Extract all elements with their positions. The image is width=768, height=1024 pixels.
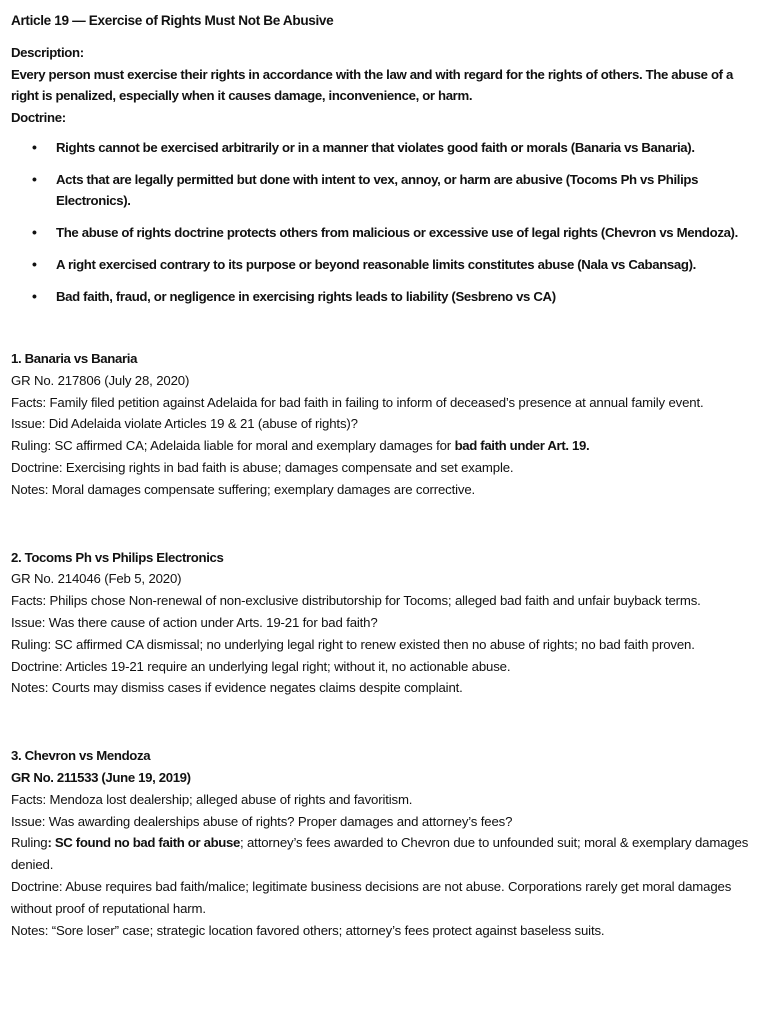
case-gr-number: GR No. 211533 (June 19, 2019) <box>11 769 191 785</box>
case-ruling-emphasis: bad faith under Art. 19. <box>454 438 590 454</box>
case-notes: Notes: “Sore loser” case; strategic location favored others; attorney’s fees protect against baseless suits. <box>11 922 605 938</box>
case-heading: 1. Banaria vs Banaria <box>11 350 138 366</box>
doctrine-item: • A right exercised contrary to its purpose or beyond reasonable limits constitutes abuse (Nala vs Cabansag). <box>56 254 761 276</box>
case-ruling <box>11 832 761 876</box>
case-ruling-text: Ruling <box>11 835 48 851</box>
case-issue: Issue: Was there cause of action under Arts. 19-21 for bad faith? <box>11 614 378 630</box>
case-gr-number: GR No. 214046 (Feb 5, 2020) <box>11 571 182 587</box>
case-ruling-rest: ; attorney’s fees awarded to Chevron due to unfounded suit; moral & exemplary damages denied. <box>11 835 749 873</box>
case-doctrine: Doctrine: Abuse requires bad faith/malice; legitimate business decisions are not abuse. Corporations rarely get moral damages without proof of reputational harm. <box>11 878 732 916</box>
doctrine-list <box>11 137 761 308</box>
case-issue: Issue: Did Adelaida violate Articles 19 & 21 (abuse of rights)? <box>11 416 358 432</box>
case-issue: Issue: Was awarding dealerships abuse of rights? Proper damages and attorney’s fees? <box>11 813 513 829</box>
case-banaria <box>11 348 761 501</box>
case-notes: Notes: Courts may dismiss cases if evidence negates claims despite complaint. <box>11 680 463 696</box>
case-facts: Facts: Family filed petition against Adelaida for bad faith in failing to inform of deceased’s presence at annual family event. <box>11 394 704 410</box>
doctrine-item: • Bad faith, fraud, or negligence in exercising rights leads to liability (Sesbreno vs CA) <box>56 286 761 308</box>
case-facts: Facts: Philips chose Non-renewal of non-exclusive distributorship for Tocoms; alleged bad faith and unfair buyback terms. <box>11 593 701 609</box>
description-text: Every person must exercise their rights in accordance with the law and with regard for the rights of others. The abuse of a right is penalized, especially when it causes damage, inconvenience, or harm. <box>11 66 734 104</box>
case-ruling-text: Ruling: SC affirmed CA; Adelaida liable for moral and exemplary damages for <box>11 438 455 454</box>
document-page <box>11 10 761 941</box>
doctrine-item: • Acts that are legally permitted but done with intent to vex, annoy, or harm are abusive (Tocoms Ph vs Philips Electronics). <box>56 169 761 212</box>
case-notes: Notes: Moral damages compensate suffering; exemplary damages are corrective. <box>11 481 476 497</box>
case-facts: Facts: Mendoza lost dealership; alleged abuse of rights and favoritism. <box>11 791 413 807</box>
case-ruling <box>11 435 761 457</box>
case-chevron <box>11 745 761 941</box>
case-doctrine: Doctrine: Articles 19-21 require an underlying legal right; without it, no actionable abuse. <box>11 658 511 674</box>
doctrine-item: • Rights cannot be exercised arbitrarily or in a manner that violates good faith or morals (Banaria vs Banaria). <box>56 137 761 159</box>
case-heading: 2. Tocoms Ph vs Philips Electronics <box>11 549 224 565</box>
case-heading: 3. Chevron vs Mendoza <box>11 748 151 764</box>
doctrine-label: Doctrine: <box>11 110 66 126</box>
case-ruling-emphasis: : SC found no bad faith or abuse <box>47 835 240 851</box>
doctrine-item: • The abuse of rights doctrine protects others from malicious or excessive use of legal rights (Chevron vs Mendoza). <box>56 222 761 244</box>
case-tocoms <box>11 547 761 700</box>
article-title: Article 19 — Exercise of Rights Must Not Be Abusive <box>11 13 334 28</box>
case-ruling: Ruling: SC affirmed CA dismissal; no underlying legal right to renew existed then no abuse of rights; no bad faith proven. <box>11 636 695 652</box>
case-doctrine: Doctrine: Exercising rights in bad faith is abuse; damages compensate and set example. <box>11 459 514 475</box>
description-label: Description: <box>11 44 84 60</box>
case-gr-number: GR No. 217806 (July 28, 2020) <box>11 372 190 388</box>
